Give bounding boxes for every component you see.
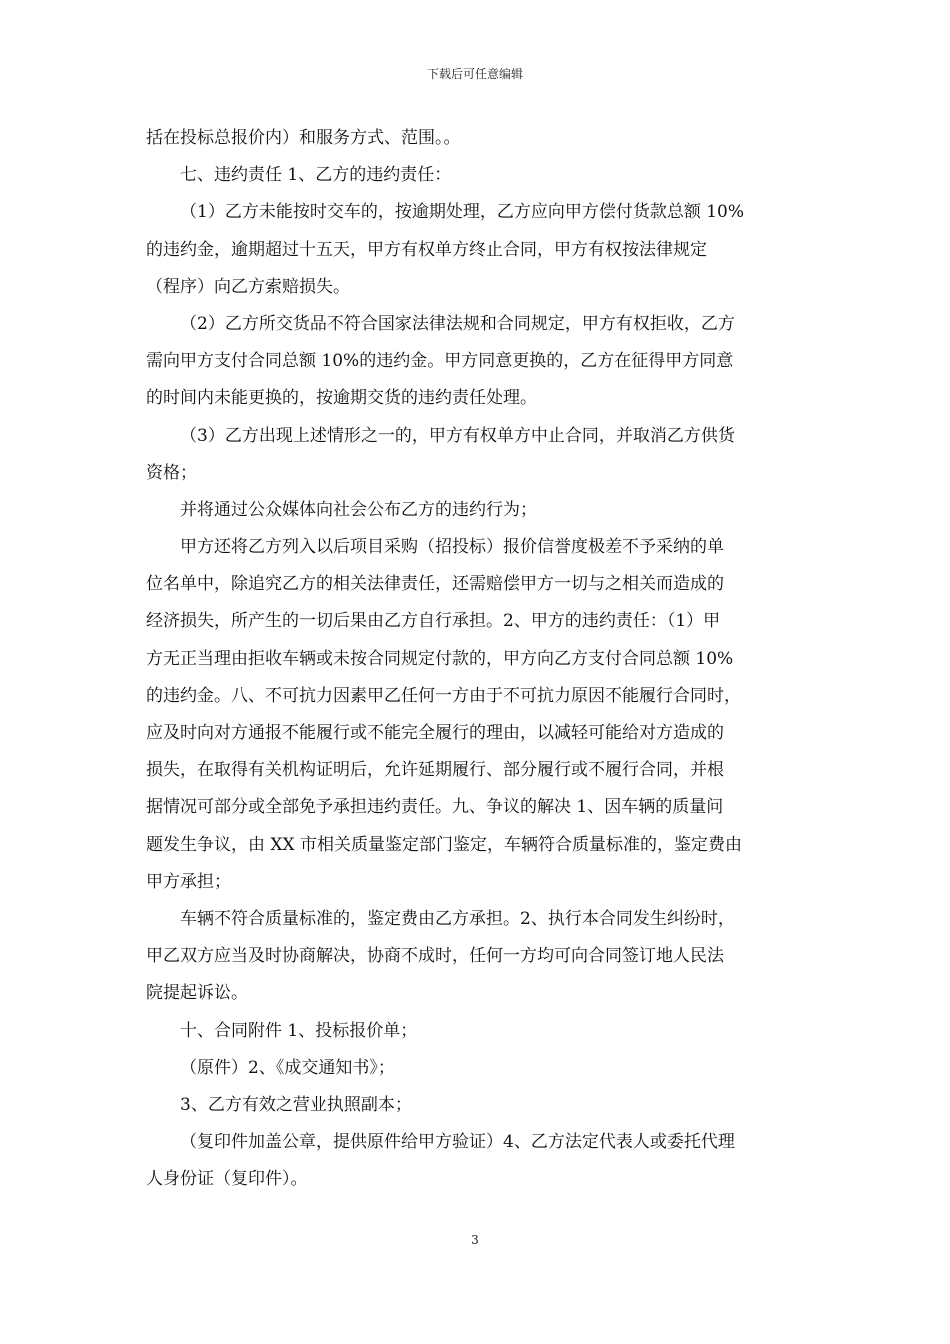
text-line: 七、违约责任 1、乙方的违约责任： [180, 165, 452, 186]
text-line: 损失，在取得有关机构证明后，允许延期履行、部分履行或不履行合同，并根 [146, 760, 724, 781]
text-line: 题发生争议，由 XX 市相关质量鉴定部门鉴定，车辆符合质量标准的，鉴定费由 [146, 834, 743, 855]
text-line: 据情况可部分或全部免予承担违约责任。九、争议的解决 1、因车辆的质量问 [146, 797, 724, 818]
text-line: 并将通过公众媒体向社会公布乙方的违约行为； [180, 499, 537, 520]
text-line: 括在投标总报价内）和服务方式、范围。。 [146, 128, 461, 148]
text-line: 经济损失，所产生的一切后果由乙方自行承担。2、甲方的违约责任：（1）甲 [146, 611, 721, 632]
text-line: （原件）2、《成交通知书》； [180, 1057, 395, 1078]
page-header: 下载后可任意编辑 [426, 67, 523, 81]
text-line: 甲方还将乙方列入以后项目采购（招投标）报价信誉度极差不予采纳的单 [180, 537, 724, 558]
text-line: 车辆不符合质量标准的，鉴定费由乙方承担。2、执行本合同发生纠纷时， [180, 908, 735, 929]
text-line: 人身份证（复印件）。 [146, 1169, 308, 1190]
text-line: 应及时向对方通报不能履行或不能完全履行的理由，以减轻可能给对方造成的 [146, 723, 724, 743]
text-line: （复印件加盖公章，提供原件给甲方验证）4、乙方法定代表人或委托代理 [180, 1132, 735, 1153]
text-line: （1）乙方未能按时交车的，按逾期处理，乙方应向甲方偿付货款总额 10% [180, 202, 745, 223]
text-line: 方无正当理由拒收车辆或未按合同规定付款的，甲方向乙方支付合同总额 10% [146, 648, 734, 669]
text-line: 需向甲方支付合同总额 10%的违约金。甲方同意更换的，乙方在征得甲方同意 [146, 351, 734, 372]
text-line: 的违约金。八、不可抗力因素甲乙任何一方由于不可抗力原因不能履行合同时， [146, 685, 741, 706]
text-line: 院提起诉讼。 [146, 983, 248, 1004]
text-line: 的时间内未能更换的，按逾期交货的违约责任处理。 [146, 388, 537, 409]
page-number: 3 [471, 1233, 479, 1247]
text-line: 3、乙方有效之营业执照副本； [180, 1094, 412, 1115]
text-line: （2）乙方所交货品不符合国家法律法规和合同规定，甲方有权拒收，乙方 [180, 313, 735, 334]
text-line: 甲乙双方应当及时协商解决，协商不成时，任何一方均可向合同签订地人民法 [146, 946, 724, 967]
text-line: 的违约金，逾期超过十五天，甲方有权单方终止合同，甲方有权按法律规定 [146, 239, 707, 260]
text-line: 十、合同附件 1、投标报价单； [180, 1020, 418, 1041]
text-line: （3）乙方出现上述情形之一的，甲方有权单方中止合同，并取消乙方供货 [180, 425, 735, 446]
text-line: （程序）向乙方索赔损失。 [146, 276, 350, 297]
text-line: 位名单中，除追究乙方的相关法律责任，还需赔偿甲方一切与之相关而造成的 [146, 574, 724, 595]
text-line: 资格； [146, 462, 197, 483]
text-line: 甲方承担； [146, 871, 231, 892]
document-body [146, 120, 812, 1198]
